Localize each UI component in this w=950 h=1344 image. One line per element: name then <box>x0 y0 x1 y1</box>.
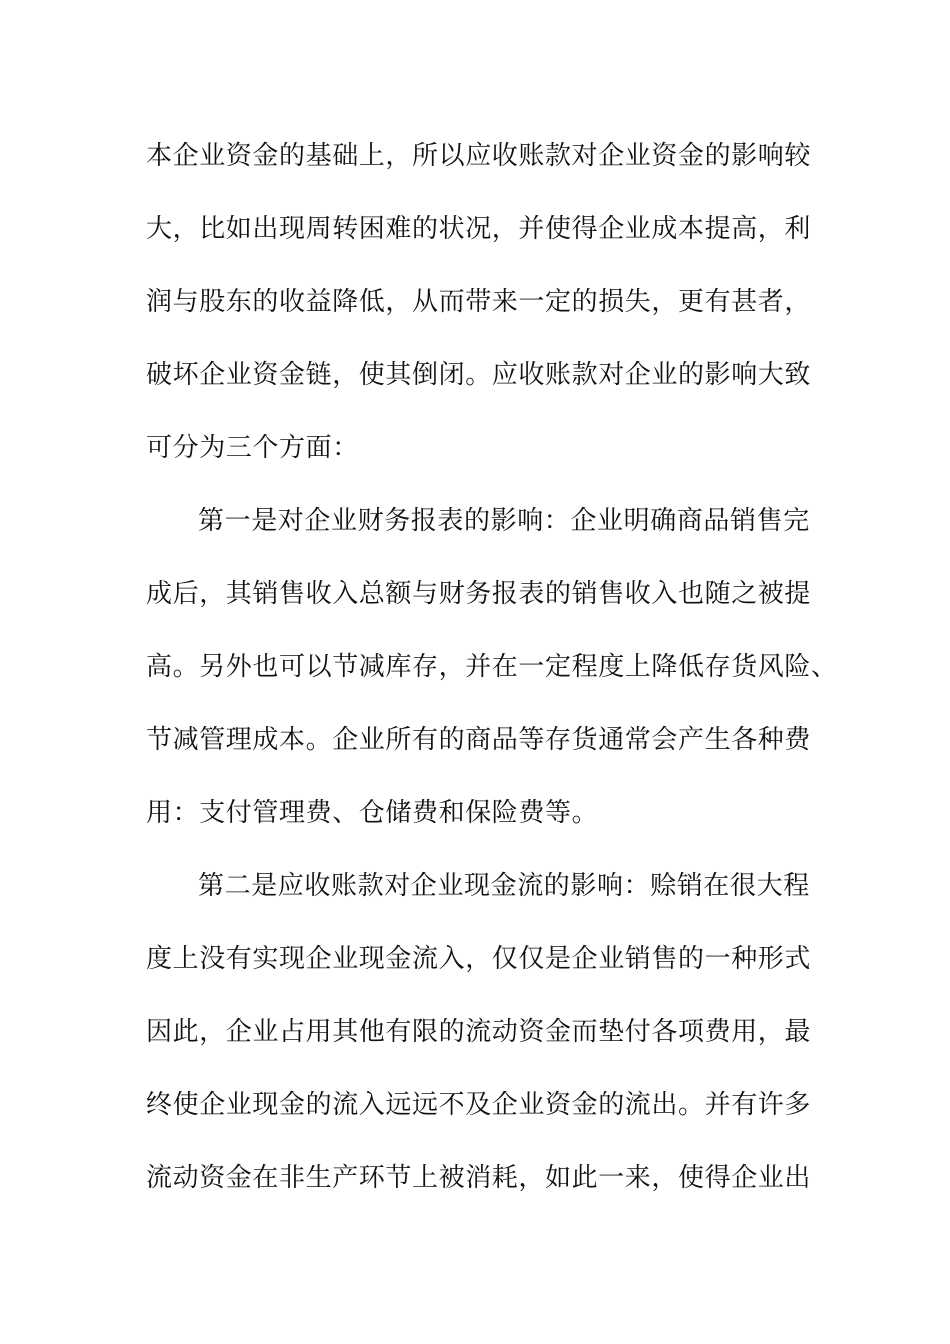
text-line: 流动资金在非生产环节上被消耗，如此一来，使得企业出 <box>146 1163 812 1193</box>
text-line: 终使企业现金的流入远远不及企业资金的流出。并有许多 <box>146 1090 812 1120</box>
text-line: 节减管理成本。企业所有的商品等存货通常会产生各种费 <box>146 725 812 755</box>
text-line: 本企业资金的基础上，所以应收账款对企业资金的影响较 <box>146 141 812 171</box>
text-line: 度上没有实现企业现金流入，仅仅是企业销售的一种形式 <box>146 944 812 974</box>
paragraph-first-line: 第一是对企业财务报表的影响：企业明确商品销售完 <box>198 506 810 536</box>
text-line: 成后，其销售收入总额与财务报表的销售收入也随之被提 <box>146 579 812 609</box>
text-line: 破坏企业资金链，使其倒闭。应收账款对企业的影响大致 <box>146 360 812 390</box>
text-line: 高。另外也可以节减库存，并在一定程度上降低存货风险、 <box>146 652 838 682</box>
text-line: 因此，企业占用其他有限的流动资金而垫付各项费用，最 <box>146 1017 812 1047</box>
document-body <box>146 120 836 1215</box>
text-line: 用：支付管理费、仓储费和保险费等。 <box>146 798 599 828</box>
text-line: 润与股东的收益降低，从而带来一定的损失，更有甚者， <box>146 287 812 317</box>
paragraph-first-line: 第二是应收账款对企业现金流的影响：赊销在很大程 <box>198 871 810 901</box>
text-line: 大，比如出现周转困难的状况，并使得企业成本提高，利 <box>146 214 812 244</box>
text-line: 可分为三个方面： <box>146 433 359 463</box>
